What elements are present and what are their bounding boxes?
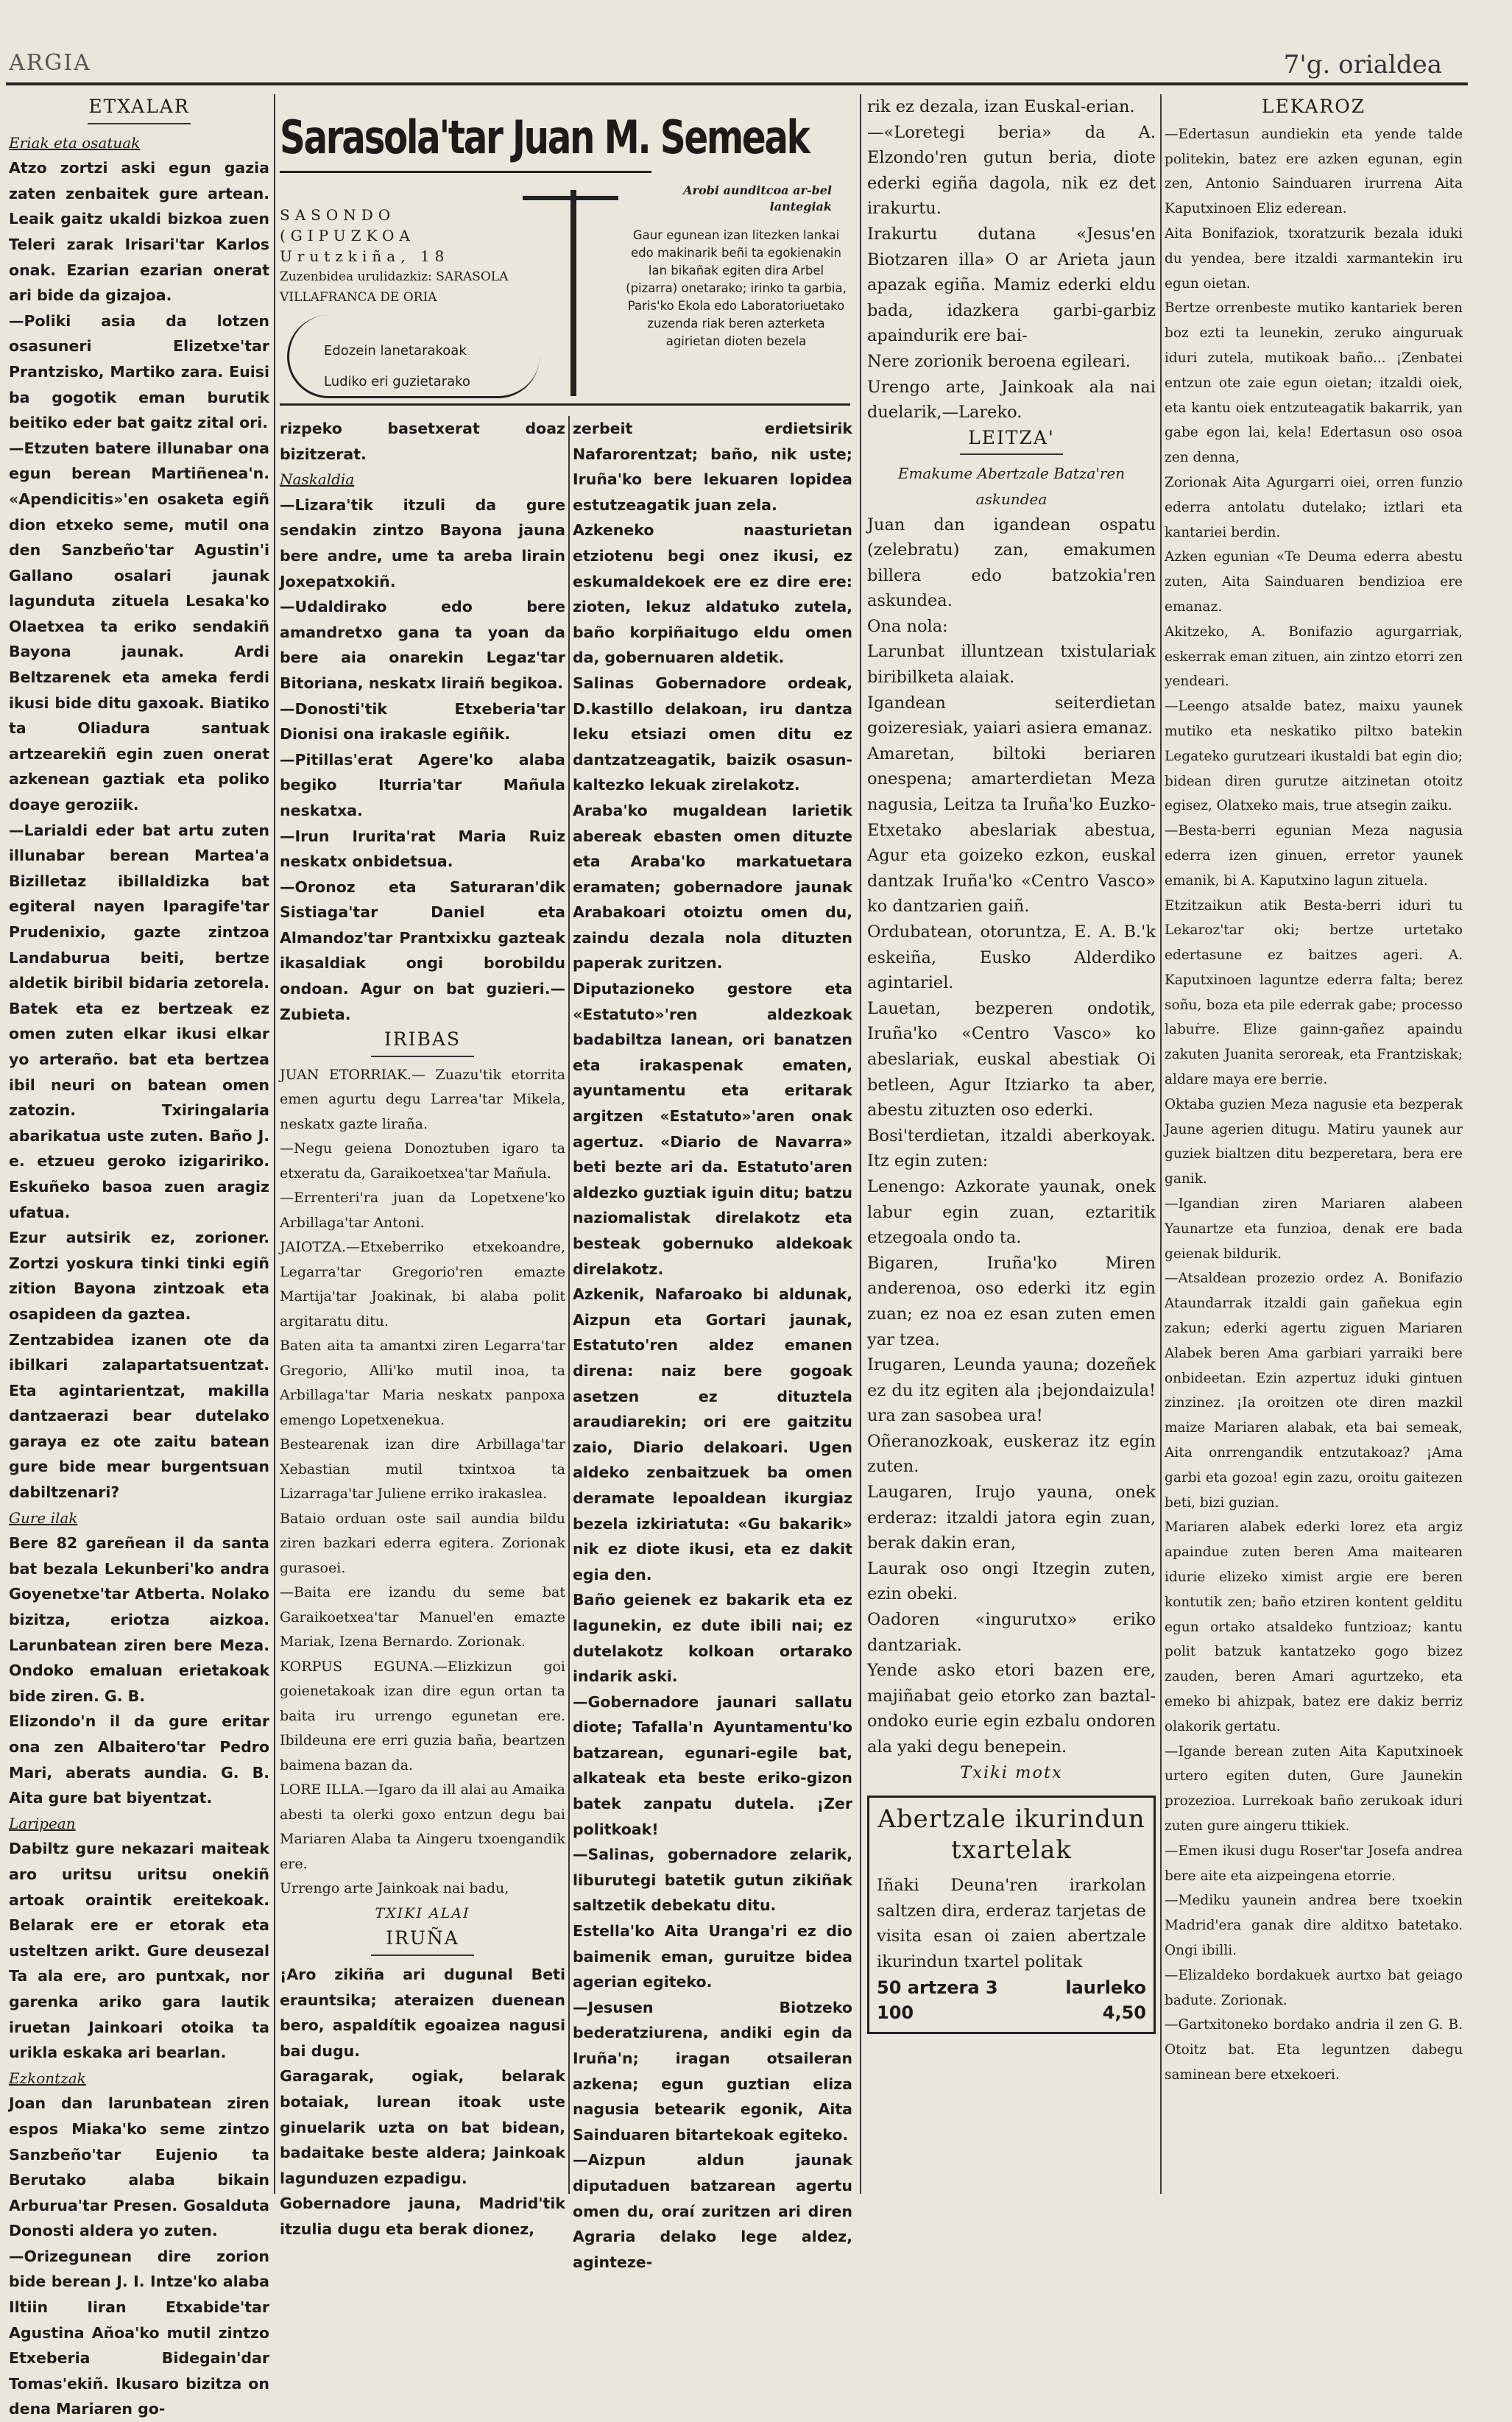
ad-address: Zuzenbidea urulidazkiz: SARASOLA VILLAFRANCA DE ORIA <box>280 269 509 305</box>
column-divider <box>1160 94 1162 2194</box>
paragraph: Ezur autsirik ez, zorioner. Zortzi yoskura tinki tinki egiñ zition Bayona zintzoak eta osapideen da gaztea. <box>9 1229 269 1323</box>
paragraph: —Igande berean zuten Aita Kaputxinoek urtero egiten duten, Gure Jaunekin prozezioa. Lurrekoak baño zerukoak iduri zuten gure aingeru ttikiek. <box>1165 1743 1463 1834</box>
paragraph: Bosi'terdietan, itzaldi aberkoyak. Itz egin zuten: <box>867 1126 1156 1171</box>
paragraph: Larunbat illuntzean txistulariak biribilketa alaiak. <box>867 642 1156 688</box>
subhead: Gure ilak <box>9 1508 78 1527</box>
paragraph: zerbeit erdietsirik Nafarorentzat; baño, nik uste; Iruña'ko bere lekuaren lopidea estutzeagatik juan zela. <box>573 420 852 514</box>
column-iribas-iruna <box>280 416 565 2238</box>
paragraph: Diputazioneko gestore eta «Estatuto»'ren aldezkoak badabiltza lanean, ori banatzen eta irakaspenak ematen, ayuntamentu eta eritarak argitzen «Estatuto»'aren onak agertuz. «Diario de Navarra» beti bezte ari da. Estatuto'aren aldezko guztiak iguin ditu; batzu naziomalistak direlakotz eta besteak gobernuko aldekoak direlakotz. <box>573 980 852 1278</box>
paragraph: Joan dan larunbatean ziren espos Miaka'ko seme zintzo Sanzbeño'tar Eujenio ta Berutako alaba bikain Arburua'tar Presen. Gosalduta Donosti aldera yo zuten. <box>9 2094 269 2240</box>
header-rule <box>6 82 1468 85</box>
column-leitza <box>867 94 1156 2206</box>
paragraph: Bertze orrenbeste mutiko kantariek beren boz ezti ta leunekin, zeruko ainguruak iduri zutela, mutikoak baño... ¡Zenbatei entzun ote zaie egun oietan; itzaldi oiek, eta kantu oiek entzuteagatik bakarrik, yan gabe egon lai, kela! Edertasun oso osoa zen denna, <box>1165 300 1463 466</box>
paragraph: Baten aita ta amantxi ziren Legarra'tar Gregorio, Alli'ko mutil inoa, ta Arbillaga'tar Maria neskatx panpoxa emengo Lopetxenekua. <box>280 1338 565 1428</box>
ad-bracket-label: Ludiko eri guzietarako <box>324 374 470 389</box>
subhead: Emakume Abertzale Batza'ren askundea <box>897 465 1126 508</box>
price-row <box>877 1975 1146 2001</box>
paragraph: —Atsaldean prozezio ordez A. Bonifazio Ataundarrak itzaldi gain gañekua egin zakun; ederki agertu ziguen Mariaren Alabek beren Ama garbiari yarraiki bere onbideetan. Ezin azpertuz iduki gintuen zinzinez. ¡Ia oroitzen ote diren mazkil maize Mariaren alabak, eta bai semeak, Aita onrrengandik entzutakoaz? ¡Ama garbi eta gozoa! egin zazu, oroitu gaitezen beti, bizi guzian. <box>1165 1271 1463 1511</box>
paragraph: Urengo arte, Jainkoak ala nai duelarik,—Lareko. <box>867 377 1156 423</box>
paragraph: Oadoren «ingurutxo» eriko dantzariak. <box>867 1610 1156 1655</box>
paragraph: —Besta-berri egunian Meza nagusia ederra izen ginuen, erretor yaunek emanik, bi A. Kaputxino lagun zituela. <box>1165 823 1463 889</box>
paragraph: Igandean seiterdietan goizeresiak, yaiari asiera emanaz. <box>867 693 1156 738</box>
paragraph: —Orizegunean dire zorion bide berean J. I. Intze'ko alaba Iltiin Iiran Etxabide'tar Agustina Añoa'ko mutil zintzo Etxeberia Bidegain'dar Tomas'ekiñ. Ikusaro bizitza on dena Mariaren go- <box>9 2247 269 2418</box>
paragraph: JAIOTZA.—Etxeberriko etxekoandre, Legarra'tar Gregorio'ren emazte Martija'tar Joakinak, bi alaba polit argitaratu ditu. <box>280 1239 565 1330</box>
box-body: Iñaki Deuna'ren irarkolan saltzen dira, erderaz tarjetas de visita esan oi zaien abertzale ikurindun txartel politak <box>877 1876 1146 1971</box>
paragraph: Zorionak Aita Agurgarri oiei, orren funzio ederra antolatu dutelako; iztlari eta kantariei berdin. <box>1165 474 1463 540</box>
paragraph: rik ez dezala, izan Euskal-erian. <box>867 97 1135 116</box>
paragraph: Bere 82 gareñean il da santa bat bezala Lekunberi'ko andra Goyenetxe'tar Atberta. Nolako bizitza, eriotza aizkoa. Larunbatean ziren bere Meza. Ondoko emaluan erietakoak bide ziren. G. B. <box>9 1534 269 1705</box>
column-etxalar <box>9 94 269 2418</box>
paragraph: Urrengo arte Jainkoak nai badu, <box>280 1880 509 1897</box>
column-divider <box>568 416 570 2194</box>
paragraph: Baño geienek ez bakarik eta ez lagunekin, ez dute ibili nai; ez dutelakotz kolkoan ortarako indarik aski. <box>573 1591 852 1686</box>
paragraph: Estella'ko Aita Uranga'ri ez dio baimenik eman, guruitze bidea agerian egiteko. <box>573 1922 852 1991</box>
classified-ad-box <box>867 1796 1156 2034</box>
price-quantity: 50 artzera 3 <box>877 1977 998 1998</box>
paragraph: —Gartxitoneko bordako andria il zen G. B. Otoitz bat. Eta leguntzen dabegu saminean bere etxekoeri. <box>1165 2017 1463 2083</box>
subhead: Eriak eta osatuak <box>9 133 141 152</box>
page-number: 7'g. orialdea <box>1283 50 1442 80</box>
ad-body: Gaur egunean izan litezken lankai edo makinarik beñi ta egokienakin lan bikañak egiten dira Arbel (pizarra) onetarako; irinko ta garbia, Paris'ko Ekola edo Laboratoriuetako zuzenda riak beren azterketa agirietan dioten bezela <box>626 228 847 348</box>
subhead: Ezkontzak <box>9 2069 86 2087</box>
paragraph: Azkenik, Nafaroako bi aldunak, Aizpun eta Gortari jaunak, Estatuto'ren aldez emanen direna: naiz bere gogoak asetzen ez dituztela araudiarekin; ori ere gaitzitu zaio, Diario delakoari. Ugen aldeko zenbaitzuek ba omen deramate lepoaldean ikurgiaz bezela izkiriatuta: «Gu bakarik» nik ez diote ikusi, eta ez dakit egia den. <box>573 1285 852 1584</box>
paragraph: —Leengo atsalde batez, maixu yaunek mutiko eta neskatiko piltxo batekin Legateko gurutzeari ikustaldi bat egin dio; bidean diren gurutze aitzinetan otoitz egisez, Olatxeko mais, true atsegin zaiku. <box>1165 699 1463 814</box>
section-title: LEKAROZ <box>1261 96 1366 117</box>
paragraph: Laurak oso ongi Itzegin zuten, ezin obeki. <box>867 1558 1156 1604</box>
paragraph: —Irun Irurita'rat Maria Ruiz neskatx onbidetsua. <box>280 827 565 871</box>
price-label: laurleko <box>1065 1977 1146 1998</box>
paragraph: Lenengo: Azkorate yaunak, onek labur egin zuan, eztaritik etzegoala ondo ta. <box>867 1176 1156 1248</box>
paragraph: Yende asko etori bazen ere, majiñabat geio etorko zan baztal-ondoko eurie egin ezbalu ondoren ala yaki degu benepein. <box>867 1661 1156 1757</box>
subhead: Laripean <box>9 1814 76 1832</box>
paragraph: rizpeko basetxerat doaz bizitzerat. <box>280 420 565 463</box>
paragraph: Bataio orduan oste sail aundia bildu ziren bazkari ederra egitera. Zorionak gurasoei. <box>280 1510 565 1576</box>
paragraph: —Elizaldeko bordakuek aurtxo bat geiago badute. Zorionak. <box>1165 1967 1463 2008</box>
paragraph: Bestearenak izan dire Arbillaga'tar Xebastian mutil txintxoa ta Lizarraga'tar Juliene erriko irakaslea. <box>280 1436 565 1503</box>
paragraph: —Larialdi eder bat artu zuten illunabar berean Martea'a Bizilletaz ibillaldizka bat egiteral nayen Iparagife'tar Prudenixio, gazte zintzoa Landaburua beiti, bertze aldetik biribil bidaria zetorela. Batek eta ez bertzeak ez omen zuten elkar ikusi elkar yo arteraño. bat eta bertzea ibil neuri on batean omen zatozin. Txiringalaria abarikatua uste zuten. Baño J. e. etzueu geroko izigaririko. Eskuñeko basoa zuen aragiz ufatua. <box>9 821 269 1221</box>
paragraph: Irugaren, Leunda yauna; dozeñek ez du itz egiten ala ¡bejondaizula! ura zan sasobea ura! <box>867 1355 1156 1426</box>
paragraph: —Aizpun aldun jaunak diputaduen batzarean agertu omen du, oraí zuritzen ari diren Agraria delako lege aldez, aginteze- <box>573 2151 852 2271</box>
subhead: Naskaldia <box>280 470 355 489</box>
paragraph: Mariaren alabek ederki lorez eta argiz apaindue zuten beren Ama maitearen idurie elizeko ximist argie ere beren kontutik zen; baño etziren kontent gelditu egun ortako atsaldeko funtzioaz; kantu polit batzuk kantatzeko gogo bizez zauden, beren Amari agurtzeko, eta emeko bi ahizpak, batez ere dakiz berriz olakorik gertatu. <box>1165 1519 1463 1734</box>
ad-title-rule <box>280 171 651 173</box>
paragraph: Zentzabidea izanen ote da ibilkari zalapartatsuentzat. Eta agintarientzat, makilla dantzaerazi bear dutelako garaya ez ote zaitu batean gure bide mear burgentsuan dabiltzenari? <box>9 1330 269 1502</box>
paragraph: —Jesusen Biotzeko bederatziurena, andiki egin da Iruña'n; iragan otsaileran azkena; egun guztian eliza nagusia betearik egonik, Aita Sainduaren bitartekoak egiteko. <box>573 1998 852 2144</box>
paragraph: Azkeneko naasturietan etziotenu begi onez ikusi, ez eskumaldekoek ere ez dire ere: zioten, lekuz aldatuko zutela, baño korpiñaitugo eldu omen da, gobernuaren aldetik. <box>573 521 852 667</box>
section-title: LEITZA' <box>968 426 1055 448</box>
section-title: IRUÑA <box>386 1927 459 1949</box>
ad-title: Sarasola'tar Juan M. Semeak <box>280 110 809 164</box>
title-rule <box>371 1056 474 1057</box>
paragraph: JUAN ETORRIAK.— Zuazu'tik etorrita emen agurtu degu Larrea'tar Mikela, neskatx gazte liraña. <box>280 1066 565 1132</box>
paragraph: ¡Aro zikiña ari dugunal Beti erauntsika; ateraizen duenean bero, aspaldítik egoaizea nagusi bai dugu. <box>280 1965 565 2060</box>
paragraph: Dabiltz gure nekazari maiteak aro uritsu uritsu onekiñ artoak oraintik ereitekoak. Belarak ere er etorak eta usteltzen arikt. Gure deusezal Ta ala ere, aro puntxak, nor garenka ariko gara lautik iruetan Jainkoari otoika ta urikla eskaka ari bearlan. <box>9 1840 269 2062</box>
paragraph: Araba'ko mugaldean larietik abereak ebasten omen dituzte eta Araba'ko markatuetara eramaten; gobernadore jaunak Arabakoari otoiztu omen du, zaindu dezala nola dituzten paperak zuritzen. <box>573 801 852 972</box>
column-iruna-continued <box>573 416 852 2271</box>
price-value: 4,50 <box>1102 2002 1146 2024</box>
price-quantity: 100 <box>877 2002 914 2024</box>
paragraph: —Igandian ziren Mariaren alabeen Yaunartze eta funzioa, denak ere bada geienak bildurik. <box>1165 1196 1463 1262</box>
paragraph: Akitzeko, A. Bonifazio agurgarriak, eskerrak eman zituen, ain zintzo etorri zen yendeari. <box>1165 624 1463 690</box>
paragraph: —Poliki asia da lotzen osasuneri Elizetxe'tar Prantzisko, Martiko zara. Euisi ba gogotik eman burutik beitiko eder bat gaitz zital ori. <box>9 311 269 432</box>
paragraph: Gobernadore jauna, Madrid'tik itzulia dugu eta berak dionez, <box>280 2195 565 2238</box>
paragraph: Aita Bonifaziok, txoratzurik bezala iduki du yendea, bere itzaldi xarmantekin iru egun oietan. <box>1165 225 1463 292</box>
box-title: Abertzale ikurindun txartelak <box>877 1804 1145 1865</box>
ad-decorative-t <box>570 190 576 396</box>
advertisement <box>280 94 850 406</box>
paragraph: LORE ILLA.—Igaro da ill alai au Amaika abesti ta olerki goxo entzun degu bai Mariaren Alaba ta Aingeru txoengandik ere. <box>280 1782 565 1872</box>
paragraph: —Donosti'tik Etxeberia'tar Dionisi ona irakasle egiñik. <box>280 699 565 744</box>
paragraph: Salinas Gobernadore ordeak, D.kastillo delakoan, iru dantza leku etsiazi omen ditu ez dantzatzeagatik, baizik osasun-kaltezko lekuak zirelakotz. <box>573 674 852 794</box>
paragraph: —Baita ere izandu du seme bat Garaikoetxea'tar Manuel'en emazte Mariak, Izena Bernardo. Zorionak. <box>280 1584 565 1650</box>
ad-bracket-label: Edozein lanetarakoak <box>324 343 467 359</box>
paragraph: —Lizara'tik itzuli da gure sendakin zintzo Bayona jauna bere andre, ume ta areba lirain Joxepatxokiñ. <box>280 495 565 590</box>
title-rule <box>88 123 191 124</box>
paragraph: Amaretan, biltoki beriaren onespena; amarterdietan Meza nagusia, Leitza ta Iruña'ko Euzko-Etxetako abeslariak abestua, Agur eta goizeko ezkon, euskal dantzak Iruña'ko «Centro Vasco» ko dantzarien gaiñ. <box>867 744 1156 917</box>
paragraph: Oñeranozkoak, euskeraz itz egin zuten. <box>867 1431 1156 1477</box>
paragraph: Ona nola: <box>867 616 948 636</box>
paragraph: —Mediku yaunein andrea bere txoekin Madrid'era ganak dire alditxo batetako. Ongi ibilli. <box>1165 1893 1463 1958</box>
paragraph: Garagarak, ogiak, belarak botaiak, lurean itoak uste ginuelarik uzta on bat bidean, badaitake beste aldera; Jainkoak lagunduzen ezpadigu. <box>280 2067 565 2187</box>
paragraph: Nere zorionik beroena egileari. <box>867 351 1131 371</box>
paragraph: Elizondo'n il da gure eritar ona zen Albaitero'tar Pedro Mari, aberats aundia. G. B. Aita gure bat biyentzat. <box>9 1712 269 1807</box>
masthead: ARGIA <box>9 50 91 76</box>
paragraph: —«Loretegi beria» da A. Elzondo'ren gutun beria, diote ederki egiña dagola, nik ez det irakurtu. <box>867 122 1156 219</box>
title-rule <box>960 453 1063 455</box>
paragraph: Lauetan, bezperen ondotik, Iruña'ko «Centro Vasco» ko abeslariak, euskal abestiak Oi betleen, Agur Itziarko ta aber, abestu zituzten oso ederki. <box>867 998 1156 1120</box>
column-divider <box>274 94 275 2194</box>
column-divider <box>860 94 861 2194</box>
paragraph: —Etzuten batere illunabar ona egun berean Martiñenea'n. «Apendicitis»'en osaketa egiñ dion etxeko seme, mutil ona den Sanzbeño'tar Agustin'i Gallano osalari jaunak lagunduta zituela Lesaka'ko Olaetxea ta eriko sendakiñ Bayona jaunak. Ardi Beltzarenek eta ameka ferdi ikusi bide ditu gaxoak. Biatiko ta Oliadura santuak artzearekiñ egin zuen onerat azkenean gaztiak eta poliko doaye geroziik. <box>9 439 269 814</box>
signature: Txiki motx <box>960 1762 1063 1782</box>
paragraph: —Salinas, gobernadore zelarik, liburutegi batetik gutun zikiñak saltzetik debekatu ditu. <box>573 1846 852 1915</box>
section-title: IRIBAS <box>384 1028 462 1051</box>
paragraph: —Negu geiena Donoztuben igaro ta etxeratu da, Garaikoetxea'tar Mañula. <box>280 1140 565 1182</box>
paragraph: —Oronoz eta Saturaran'dik Sistiaga'tar Daniel eta Almandoz'tar Prantxixku gazteak ikasaldiak ongi borobildu ondoan. Agur on bat guzieri.—Zubieta. <box>280 878 565 1023</box>
ad-town: SASONDO (GIPUZKOA <box>280 206 415 244</box>
section-title: ETXALAR <box>88 96 190 117</box>
paragraph: Etzitzaikun atik Besta-berri iduri tu Lekaroz'tar oki; bertze urtetako edertasune ez baitzes ageri. A. Kaputxinoen laguntze ederra falta; berez soñu, boza eta pile ederrak gabe; processo labuṙre. Elize gainn-gañez apaindu zakuten Juanita seroreak, eta Frantziskak; aldare maya ere berrie. <box>1165 897 1463 1088</box>
paragraph: —Gobernadore jaunari sallatu diote; Tafalla'n Ayuntamentu'ko batzarean, egunari-egile bat, alkateak eta beste eriko-gizon batek zanpatu dutela. ¡Zer politkoak! <box>573 1692 852 1838</box>
paragraph: —Emen ikusi dugu Roser'tar Josefa andrea bere aite eta aizpeingena etorrie. <box>1165 1843 1463 1884</box>
paragraph: —Pitillas'erat Agere'ko alaba begiko Iturria'tar Mañula neskatxa. <box>280 750 565 819</box>
paragraph: Oktaba guzien Meza nagusie eta bezperak Jaune agerien ditugu. Matiru yaunek aur guziek bialtzen ditu bezperetara, bera ere ganik. <box>1165 1096 1463 1187</box>
signature: TXIKI ALAI <box>375 1904 470 1921</box>
paragraph: Bigaren, Iruña'ko Miren anderenoa, oso ederki itz egin zuan; ez noa ez esan zuten emen yar tzea. <box>867 1253 1156 1349</box>
ad-address-block <box>280 205 523 308</box>
ad-tagline: Arobi aunditcoa ar-bel lantegiak <box>683 183 832 213</box>
paragraph: —Edertasun aundiekin eta yende talde politekin, batez ere azken egunan, egin zen, Antonio Sainduaren irurrena Aita Kaputxinoen Eliz ederean. <box>1165 126 1463 217</box>
paragraph: KORPUS EGUNA.—Elizkizun goi goienetakoak izan dire egun ortan ta baita iru urrengo egunetan ere. Ibildeuna ere erri guzia baña, beartzen baimena bazan da. <box>280 1658 565 1773</box>
paragraph: —Errenteri'ra juan da Lopetxene'ko Arbillaga'tar Antoni. <box>280 1190 565 1231</box>
paragraph: Atzo zortzi aski egun gazia zaten zenbaitek gure artean. Leaik gaitz ukaldi bizkoa zuen Teleri zarak Irisari'tar Karlos onak. Ezarian ezarian onerat ari bide da gizajoa. <box>9 159 269 305</box>
paragraph: —Udaldirako edo bere amandretxo gana ta yoan da bere aia onarekin Legaz'tar Bitoriana, neskatx liraiñ begikoa. <box>280 598 565 692</box>
paragraph: Irakurtu dutana «Jesus'en Biotzaren illa» O ar Arieta jaun apazak egiña. Mamiz ederki eldu bada, idazkera garbi-garbiz apaindurik ere bai- <box>867 224 1156 346</box>
price-row <box>877 2000 1146 2026</box>
paragraph: Ordubatean, otoruntza, E. A. B.'k eskeiña, Eusko Alderdiko agintariel. <box>867 922 1156 993</box>
ad-street: Urutzkiña, 18 <box>280 247 450 265</box>
title-rule <box>371 1955 474 1956</box>
paragraph: Azken egunian «Te Deuma ederra abestu zuten, Aita Sainduaren bendizioa ere emanaz. <box>1165 549 1463 615</box>
paragraph: Juan dan igandean ospatu (zelebratu) zan, emakumen billera edo batzokia'ren askundea. <box>867 515 1156 611</box>
paragraph: Laugaren, Irujo yauna, onek erderaz: itzaldi jatora egin zuan, berak dakin eran, <box>867 1483 1156 1553</box>
column-lekaroz <box>1165 94 1463 2206</box>
